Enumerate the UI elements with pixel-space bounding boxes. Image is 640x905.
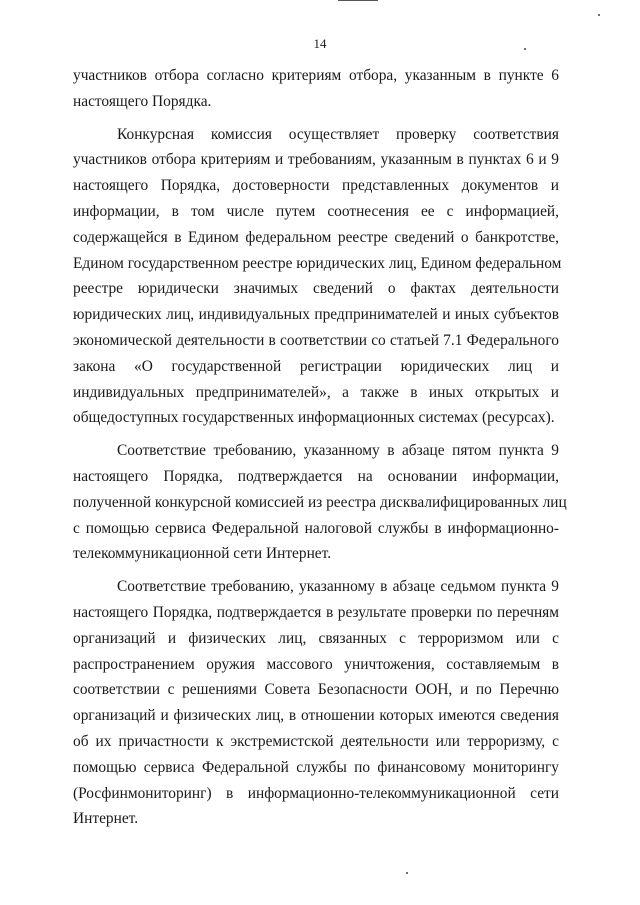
text-line: Соответствие требованию, указанному в абзаце седьмом пункта 9 [117, 578, 559, 596]
text-line: распространением оружия массового уничтожения, составляемым в [73, 655, 559, 673]
text-line: организаций и физических лиц, связанных с терроризмом или с [73, 629, 559, 647]
text-line: с помощью сервиса Федеральной налоговой службы в информационно- [73, 519, 559, 537]
text-line: экономической деятельности в соответствии со статьей 7.1 Федерального [73, 331, 559, 349]
text-line: индивидуальных предпринимателей», а также в иных открытых и [73, 383, 559, 401]
paragraph-1 [73, 63, 559, 115]
text-line: Конкурсная комиссия осуществляет проверку соответствия [117, 125, 559, 143]
text-line: участников отбора согласно критериям отбора, указанным в пункте 6 [73, 67, 559, 84]
text-line: соответствии с решениями Совета Безопасности ООН, и по Перечню [73, 681, 559, 699]
text-line: Соответствие требованию, указанному в абзаце пятом пункта 9 [117, 442, 559, 460]
text-line: настоящего Порядка. [73, 92, 212, 110]
text-line: Интернет. [73, 810, 139, 828]
text-line: об их причастности к экстремистской деятельности или терроризму, с [73, 732, 559, 750]
text-line: реестре юридически значимых сведений о фактах деятельности [73, 280, 559, 298]
paragraph-4 [73, 574, 559, 832]
page-number: 14 [313, 36, 327, 51]
text-line: помощью сервиса Федеральной службы по финансовому мониторингу [73, 758, 559, 776]
text-line: общедоступных государственных информационных системах (ресурсах). [73, 409, 555, 427]
scan-edge-mark [338, 0, 378, 1]
text-line: юридических лиц, индивидуальных предпринимателей и иных субъектов [73, 306, 559, 324]
text-line: закона «О государственной регистрации юридических лиц и [73, 357, 559, 375]
scan-speck [406, 872, 408, 874]
paragraph-2 [73, 122, 562, 432]
text-line: полученной конкурсной комиссией из реестра дисквалифицированных лиц [73, 493, 567, 511]
paragraph-3 [73, 438, 567, 567]
text-line: настоящего Порядка, подтверждается в результате проверки по перечням [73, 603, 559, 621]
text-line: телекоммуникационной сети Интернет. [73, 545, 332, 563]
text-line: информации, в том числе путем соотнесения ее с информацией, [73, 202, 559, 220]
scan-speck [598, 14, 600, 16]
text-line: (Росфинмониторинг) в информационно-телекоммуникационной сети [73, 784, 559, 802]
document-body [73, 63, 567, 832]
text-line: содержащейся в Едином федеральном реестре сведений о банкротстве, [73, 228, 559, 246]
text-line: Едином государственном реестре юридических лиц, Едином федеральном [73, 254, 562, 272]
text-line: организаций и физических лиц, в отношении которых имеются сведения [73, 707, 559, 725]
text-line: участников отбора критериям и требованиям, указанным в пунктах 6 и 9 [73, 151, 559, 169]
text-line: настоящего Порядка, подтверждается на основании информации, [73, 467, 559, 485]
text-line: настоящего Порядка, достоверности представленных документов и [73, 177, 559, 195]
